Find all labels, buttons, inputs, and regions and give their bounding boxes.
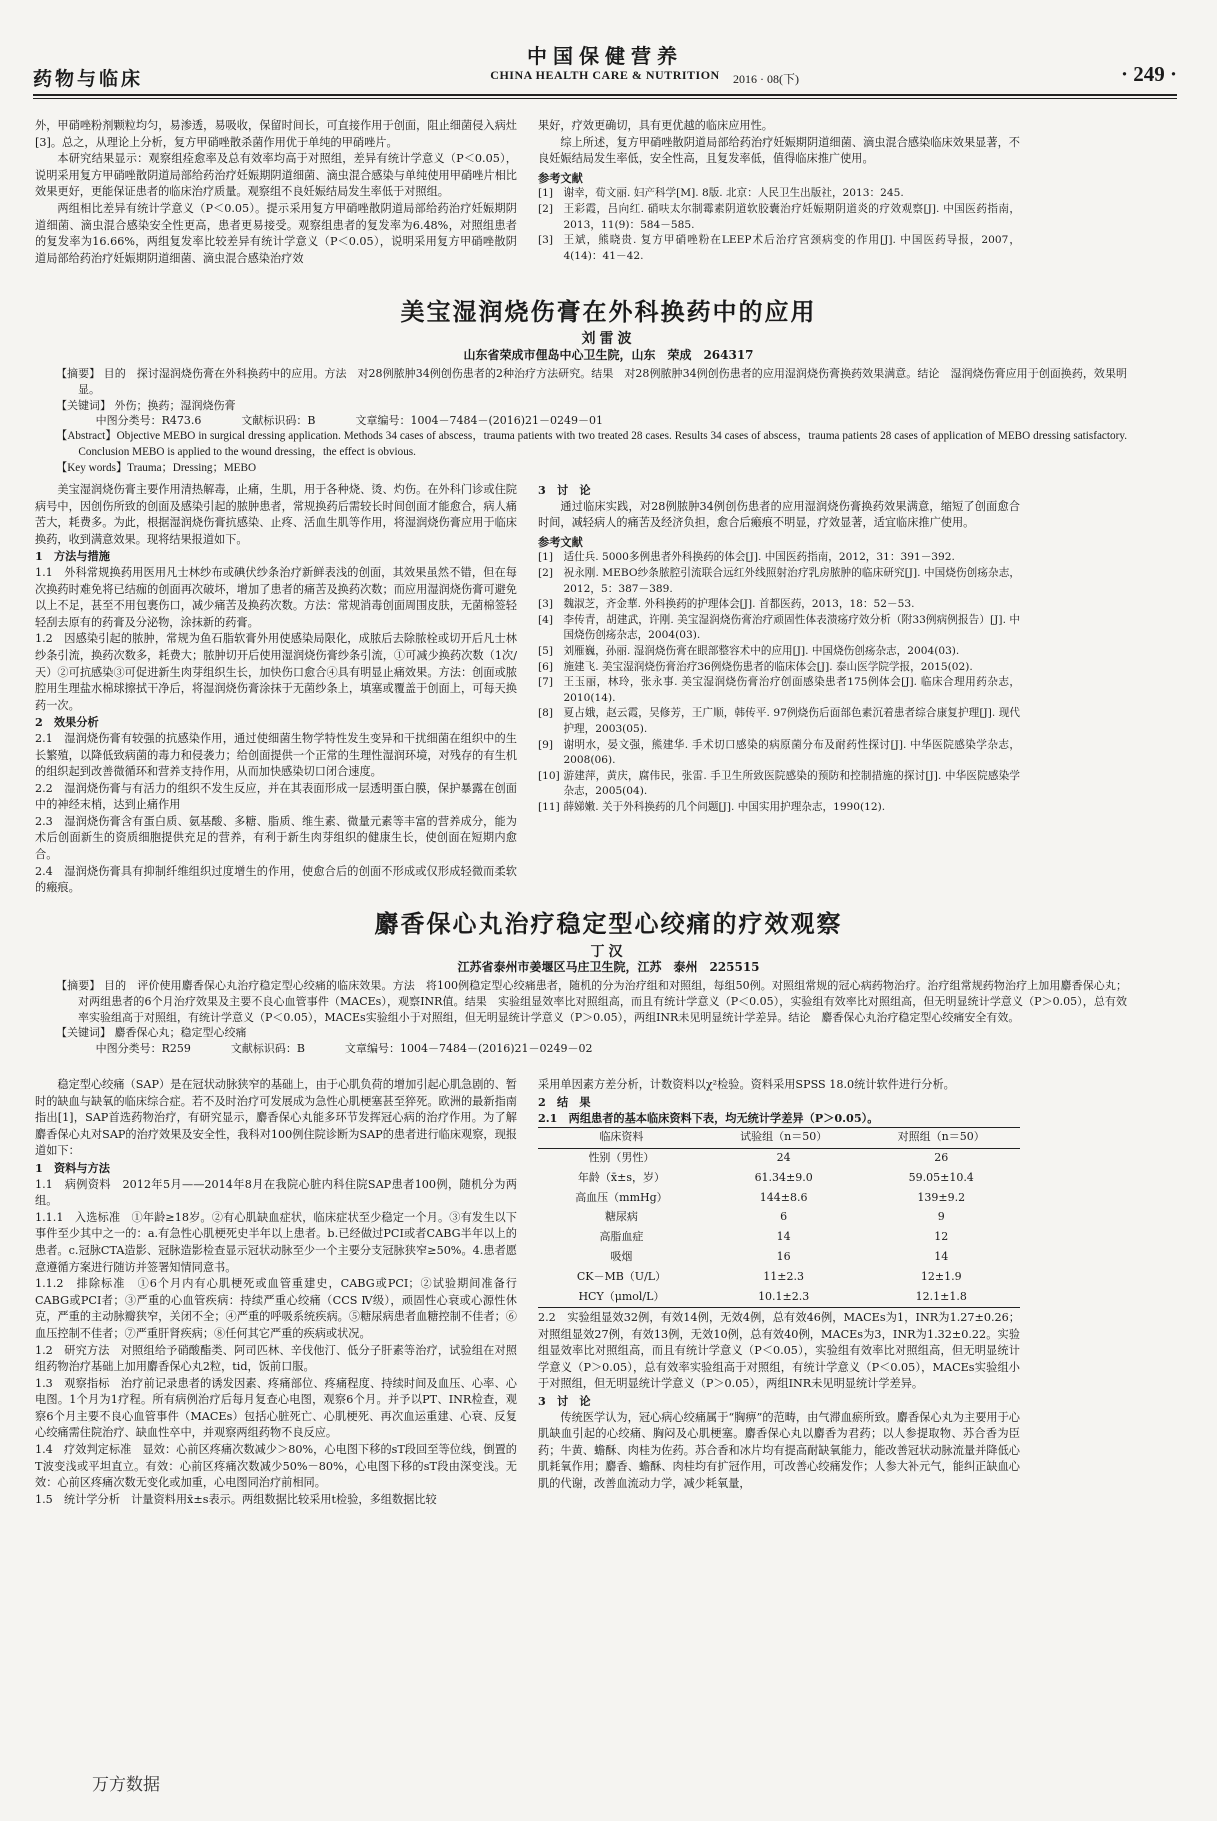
table-cell: 年龄（x̄±s，岁） (577, 1170, 665, 1184)
paragraph: 稳定型心绞痛（SAP）是在冠状动脉狭窄的基础上，由于心肌负荷的增加引起心肌急剧的、暂时的缺血与缺氧的临床综合症。若不及时治疗可发展成为急性心肌梗塞甚至猝死。欧洲的最新指南指出[1]，SAP首选药物治疗，有研究显示，麝香保心丸能多环节发挥冠心病的治疗作用。为了解麝香保心丸对SAP的治疗效果及安全性，我科对100例住院诊断为SAP的患者进行临床观察，现报道如下： (35, 1078, 517, 1158)
reference-item (538, 706, 1020, 737)
document-code: 文献标识码：B (241, 414, 316, 428)
reference-number: [6] (538, 660, 554, 673)
journal-title-cn: 中国保健营养 (527, 44, 683, 68)
table-cell: 24 (776, 1151, 791, 1165)
reference-number: [2] (538, 202, 554, 215)
classification-line (56, 1041, 1127, 1057)
table-cell: 26 (934, 1151, 949, 1165)
table-cell: 14 (934, 1250, 949, 1264)
table-row (538, 1168, 1020, 1188)
issue-info: 2016 · 08(下) (733, 72, 799, 86)
article2-left-column (35, 1077, 517, 1508)
table-cell: 14 (776, 1230, 791, 1244)
table-row (538, 1287, 1020, 1307)
header-rule-thin (33, 98, 1177, 99)
reference-item (538, 202, 1020, 233)
article1-right-column (538, 482, 1020, 815)
paragraph: 1.1 病例资料 2012年5月——2014年8月在我院心脏内科住院SAP患者100例，随机分为两组。 (35, 1177, 517, 1208)
reference-item (538, 597, 1020, 613)
article-title: 麝香保心丸治疗稳定型心绞痛的疗效观察 (374, 909, 843, 938)
table-header-cell: 对照组（n＝50） (897, 1130, 985, 1144)
page-header (33, 40, 1177, 88)
reference-number: [9] (538, 738, 554, 751)
table-cell: 12±1.9 (920, 1269, 962, 1283)
paragraph: 传统医学认为，冠心病心绞痛属于“胸痹”的范畴，由气滞血瘀所致。麝香保心丸为主要用于心肌缺血引起的心绞痛、胸闷及心肌梗塞。麝香保心丸以麝香为君药；以人参提取物、苏合香为臣药；牛黄、蟾酥、肉桂为佐药。苏合香和冰片均有提高耐缺氧能力，能改善冠状动脉流量并降低心肌耗氧作用；麝香、蟾酥、肉桂均有扩冠作用，可改善心绞痛发作；人参大补元气，能纠正缺血心肌的代谢，改善血流动力学，减少耗氧量， (538, 1410, 1020, 1490)
journal-title-en: CHINA HEALTH CARE & NUTRITION (490, 68, 720, 82)
reference-text: 王彩霞，吕向红. 硝呋太尔制霉素阴道软胶囊治疗妊娠期阴道炎的疗效观察[J]. 中国医药指南，2013，11(9)：584－585. (563, 202, 1020, 231)
table-cell: 61.34±9.0 (754, 1170, 813, 1184)
reference-item (538, 550, 1020, 566)
reference-item (538, 186, 1020, 202)
table-cell: 16 (776, 1250, 791, 1264)
paragraph: 综上所述，复方甲硝唑散阴道局部给药治疗妊娠期阴道细菌、滴虫混合感染临床效果显著，不良妊娠结局发生率低，安全性高，且复发率低，值得临床推广使用。 (538, 135, 1020, 166)
table-cell: 11±2.3 (763, 1269, 805, 1283)
reference-number: [7] (538, 676, 554, 689)
article-abstract-block (56, 978, 1127, 1057)
keywords-cn: 【关键词】 外伤；换药；湿润烧伤膏 (56, 398, 236, 412)
table-cell: 10.1±2.3 (758, 1289, 810, 1303)
table-header-row (538, 1127, 1020, 1148)
table-row (538, 1188, 1020, 1208)
reference-text: 王斌，熊晓贵. 复方甲硝唑粉在LEEP术后治疗宫颈病变的作用[J]. 中国医药导报，2007，4(14)：41－42. (563, 234, 1020, 262)
reference-item (538, 660, 1020, 676)
article-number: 文章编号：1004－7484－(2016)21－0249－01 (355, 414, 604, 428)
article1-left-column (35, 482, 517, 897)
abstract-cn: 【摘要】 目的 评价使用麝香保心丸治疗稳定型心绞痛的临床效果。方法 将100例稳定型心绞痛患者，随机的分为治疗组和对照组，每组50例。对照组常规的冠心病药物治疗。治疗组常规药物治疗上加用麝香保心丸；对两组患者的6个月治疗效果及主要不良心血管事件（MACEs），观察INR值。结果 实验组显效率比对照组高，而且有统计学意义（P＜0.05），实验组有效率比对照组高，但无明显统计学意义（P＞0.05），总有效率实验组高于对照组，有统计学意义（P＜0.05），MACEs实验组小于对照组，但无明显统计学意义（P＞0.05），两组INR未见明显统计学差异。结论 麝香保心丸治疗稳定型心绞痛安全有效。 (56, 979, 1127, 1024)
paragraph: 1.2 因感染引起的脓肿，常规为鱼石脂软膏外用使感染局限化，成脓后去除脓栓或切开后凡士林纱条引流，换药次数多，耗费大；脓肿切开后使用湿润烧伤膏纱条引流，①可减少换药次数（1次/天）②可抗感染③可促进新生肉芽组织生长，加快伤口愈合④具有明显止痛效果。方法：创面或脓腔用生理盐水棉球擦拭干净后，将湿润烧伤膏涂抹于无菌纱条上，填塞或覆盖于创面上，可每天换药一次。 (35, 632, 517, 712)
reference-item (538, 675, 1020, 706)
article-number: 文章编号：1004－7484－(2016)21－0249－02 (344, 1042, 593, 1056)
reference-text: 适仕兵. 5000多例患者外科换药的体会[J]. 中国医药指南，2012，31：391－392. (563, 551, 955, 564)
references-list (538, 550, 1020, 815)
paragraph: 1.1.2 排除标准 ①6个月内有心肌梗死或血管重建史，CABG或PCI；②试验期间准备行CABG或PCI者；③严重的心血管疾病：持续严重心绞痛（CCS Ⅳ级），顽固性心衰或心源性休克，严重的主动脉瓣狭窄，关闭不全；④严重的呼吸系统疾病。⑤糖尿病患者血糖控制不佳者；⑥血压控制不佳者；⑦严重肝肾疾病；⑧任何其它严重的疾病或状况。 (35, 1277, 517, 1340)
paragraph: 2.4 湿润烧伤膏具有抑制纤维组织过度增生的作用，使愈合后的创面不形成或仅形成轻微而柔软的瘢痕。 (35, 864, 517, 895)
document-code: 文献标识码：B (230, 1042, 305, 1056)
page-number: · 249 · (1120, 62, 1177, 86)
abstract-cn: 【摘要】 目的 探讨湿润烧伤膏在外科换药中的应用。方法 对28例脓肿34例创伤患者的2种治疗方法研究。结果 对28例脓肿34例创伤患者的应用湿润烧伤膏换药效果满意。结论 湿润烧伤膏应用于创面换药，效果明显。 (56, 367, 1127, 396)
classification-line (56, 413, 1127, 429)
paragraph: 美宝湿润烧伤膏主要作用清热解毒，止痛，生肌，用于各种烧、烫、灼伤。在外科门诊或住院病号中，因创伤所致的创面及感染引起的脓肿患者，常规换药后需较长时间创面才能愈合，病人痛苦大，耗费多。为此，根据湿润烧伤膏抗感染、止疼、活血生肌等作用，将湿润烧伤膏应用于临床换药，收到满意效果。现将结果报道如下。 (35, 483, 517, 546)
reference-item (538, 769, 1020, 800)
reference-item (538, 233, 1020, 264)
table-cell: 糖尿病 (604, 1210, 638, 1224)
references-heading: 参考文献 (538, 534, 583, 549)
table-cell: 性别（男性） (588, 1151, 655, 1165)
keywords-cn: 【关键词】 麝香保心丸；稳定型心绞痛 (56, 1026, 247, 1040)
section-heading: 2 效果分析 (35, 715, 99, 730)
prev-article-left (35, 118, 517, 267)
reference-text: 祝永刚. MEBO纱条脓腔引流联合远红外线照射治疗乳房脓肿的临床研究[J]. 中国烧伤创疡杂志，2012，5：387－389. (563, 566, 1020, 595)
paragraph: 1.1.1 入选标准 ①年龄≥18岁。②有心肌缺血症状，临床症状至少稳定一个月。③有发生以下事件至少其中之一的：a.有急性心肌梗死史半年以上患者。b.已经做过PCI或者CABG半年以上的患者。c.冠脉CTA造影、冠脉造影检查显示冠状动脉至少一个主要分支冠脉狭窄≥50%。4.患者愿意遵循方案进行随访并签署知情同意书。 (35, 1210, 517, 1274)
prev-article-right (538, 118, 1020, 264)
reference-number: [3] (538, 234, 554, 247)
table-caption: 2.1 两组患者的基本临床资料下表，均无统计学差异（P＞0.05）。 (538, 1111, 879, 1126)
table-cell: 吸烟 (610, 1250, 633, 1264)
section-heading: 3 讨 论 (538, 483, 591, 497)
reference-item (538, 800, 1020, 816)
table-row (538, 1267, 1020, 1287)
footer-watermark: 万方数据 (92, 1775, 160, 1795)
table-cell: 6 (780, 1210, 788, 1224)
paragraph: 1.1 外科常规换药用医用凡士林纱布或碘伏纱条治疗新鲜表浅的创面，其效果虽然不错，但在每次换药时难免将已结痂的创面再次破坏，增加了患者的痛苦及换药次数；而应用湿润烧伤膏可避免以上不足，甚至不用包裹伤口，减少痛苦及换药次数。方法：常规消毒创面周围皮肤，无菌棉签轻轻刮去原有的药膏及分泌物，涂抹新的药膏。 (35, 565, 517, 629)
references-heading: 参考文献 (538, 170, 583, 185)
paragraph: 1.4 疗效判定标准 显效：心前区疼痛次数减少＞80%，心电图下移的sT段回至等位线，倒置的T波变浅或平坦直立。有效：心前区疼痛次数减少50%－80%，心电图下移的sT段由深变浅。无效：心前区疼痛次数无变化或加重，心电图同治疗前相同。 (35, 1443, 517, 1490)
paragraph: 1.3 观察指标 治疗前记录患者的诱发因素、疼痛部位、疼痛程度、持续时间及血压、心率、心电图。1个月为1疗程。所有病例治疗后每月复查心电图，观察6个月。并予以PT、INR检查，观察6个月主要不良心血管事件（MACEs）包括心脏死亡、心肌梗死、再次血运重建、心衰、反复心绞痛需住院治疗、缺血性卒中，并观察两组药物不良反应。 (35, 1376, 517, 1440)
article-author: 丁汉 (590, 944, 627, 960)
table-row (538, 1208, 1020, 1228)
table-cell: 12 (934, 1230, 949, 1244)
table-body (538, 1148, 1020, 1307)
article2-right-column (538, 1077, 1020, 1492)
paragraph: 果好，疗效更确切，具有更优越的临床应用性。 (538, 119, 773, 132)
reference-text: 王玉丽，林玲，张永事. 美宝湿润烧伤膏治疗创面感染患者175例体会[J]. 临床合理用药杂志，2010(14). (563, 676, 1020, 704)
section-heading: 3 讨 论 (538, 1393, 591, 1408)
reference-text: 刘雁巍，孙丽. 湿润烧伤膏在眼部整容术中的应用[J]. 中国烧伤创疡杂志，2004(03). (563, 644, 960, 657)
reference-number: [8] (538, 707, 554, 720)
table-row (538, 1248, 1020, 1268)
reference-text: 施建飞. 美宝湿润烧伤膏治疗36例烧伤患者的临床体会[J]. 泰山医学院学报，2015(02). (563, 660, 973, 673)
article-title: 美宝湿润烧伤膏在外科换药中的应用 (400, 297, 817, 326)
table-cell: 12.1±1.8 (915, 1289, 967, 1303)
article-author: 刘雷波 (581, 331, 636, 347)
reference-item (538, 613, 1020, 644)
reference-text: 谢明水，晏文强，熊建华. 手术切口感染的病原菌分布及耐药性探讨[J]. 中华医院感染学杂志，2008(06). (563, 738, 1020, 767)
reference-text: 游建萍，黄庆，腐伟民，张雷. 手卫生所致医院感染的预防和控制措施的探讨[J]. 中华医院感染学杂志，2005(04). (563, 769, 1020, 798)
paragraph: 1.5 统计学分析 计量资料用x̄±s表示。两组数据比较采用t检验，多组数据比较 (35, 1492, 437, 1506)
reference-text: 夏占娥，赵云霞，吴修芳，王广顺，韩传平. 97例烧伤后面部色素沉着患者综合康复护理[J]. 现代护理，2003(05). (563, 707, 1020, 735)
reference-text: 谢幸，荀文丽. 妇产科学[M]. 8版. 北京：人民卫生出版社，2013：245. (563, 187, 904, 200)
reference-number: [1] (538, 551, 554, 564)
section-name: 药物与临床 (33, 68, 144, 90)
table-row (538, 1228, 1020, 1248)
table-cell: 高脂血症 (599, 1230, 644, 1244)
table-cell: 9 (937, 1210, 945, 1224)
references-list (538, 186, 1020, 264)
table-header-cell: 临床资料 (599, 1130, 644, 1144)
paragraph: 本研究结果显示：观察组痊愈率及总有效率均高于对照组，差异有统计学意义（P＜0.05），说明采用复方甲硝唑散阴道局部给药治疗妊娠期阴道细菌、滴虫混合感染与单纯使用甲硝唑片相比效果更好，更能保证患者的临床治疗质量。观察组不良妊娠结局发生率低于对照组。 (35, 152, 517, 199)
reference-text: 魏淑芝，齐金華. 外科换药的护理体会[J]. 首都医药，2013，18：52－53. (563, 598, 915, 611)
article-abstract-block (56, 366, 1127, 477)
header-rule (33, 94, 1177, 96)
clc-number: 中图分类号：R259 (95, 1042, 191, 1056)
article-affiliation: 江苏省泰州市姜堰区马庄卫生院，江苏 泰州 225515 (457, 960, 760, 974)
results-heading: 2 结 果 (538, 1094, 591, 1109)
reference-item (538, 566, 1020, 597)
paragraph: 2.3 湿润烧伤膏含有蛋白质、氨基酸、多糖、脂质、维生素、微量元素等丰富的营养成分，能为术后创面新生的资质细胞提供充足的营养，有利于新生肉芽组织的健康生长，使创面在短期内愈合。 (35, 814, 517, 862)
reference-item (538, 644, 1020, 660)
table-cell: 高血压（mmHg） (575, 1190, 668, 1204)
table-cell: 144±8.6 (759, 1190, 808, 1204)
keywords-en: 【Key words】Trauma；Dressing；MEBO (56, 461, 257, 474)
reference-number: [11] (538, 800, 560, 813)
reference-number: [10] (538, 769, 560, 782)
paragraph: 两组相比差异有统计学意义（P＜0.05）。提示采用复方甲硝唑散阴道局部给药治疗妊娠期阴道细菌、滴虫混合感染安全性更高，患者更易接受。观察组患者的复发率为6.48%，对照组患者的复发率为16.66%，两组复发率比较差异有统计学意义（P＜0.05），说明采用复方甲硝唑散阴道局部给药治疗妊娠期阴道细菌、滴虫混合感染治疗效 (35, 201, 517, 265)
section-heading: 1 资料与方法 (35, 1160, 110, 1175)
section-heading: 1 方法与措施 (35, 549, 110, 564)
table-cell: 59.05±10.4 (908, 1170, 974, 1184)
clc-number: 中图分类号：R473.6 (95, 414, 202, 428)
baseline-table (538, 1127, 1020, 1308)
table-row (538, 1148, 1020, 1168)
reference-number: [3] (538, 598, 554, 611)
reference-number: [1] (538, 187, 554, 200)
paragraph: 2.1 湿润烧伤膏有较强的抗感染作用，通过使细菌生物学特性发生变异和干扰细菌在组织中的生长繁殖，以降低致病菌的毒力和侵袭力；给创面提供一个正常的生理性湿润环境，对残存的有生机的组织起到改善微循环和营养支持作用，从而加快感染切口闭合速度。 (35, 731, 517, 779)
paragraph: 采用单因素方差分析，计数资料以χ²检验。资料采用SPSS 18.0统计软件进行分析。 (538, 1078, 955, 1091)
reference-number: [4] (538, 613, 554, 626)
article-affiliation: 山东省荣成市俚岛中心卫生院，山东 荣成 264317 (463, 348, 754, 362)
article1-discussion (538, 482, 1020, 532)
paragraph: 通过临床实践，对28例脓肿34例创伤患者的应用湿润烧伤膏换药效果满意，缩短了创面愈合时间，减轻病人的痛苦及经济负担，愈合后瘢痕不明显，疗效显著，适宜临床推广使用。 (538, 499, 1020, 530)
paragraph: 外，甲硝唑粉剂颗粒均匀，易渗透，易吸收，保留时间长，可直接作用于创面，阻止细菌侵入病灶[3]。总之，从理论上分析，复方甲硝唑散杀菌作用优于单纯的甲硝唑片。 (35, 119, 517, 149)
reference-number: [2] (538, 566, 554, 579)
paragraph: 1.2 研究方法 对照组给予硝酸酯类、阿司匹林、辛伐他汀、低分子肝素等治疗，试验组在对照组药物治疗基础上加用麝香保心丸2粒，tid，饭前口服。 (35, 1343, 517, 1374)
table-cell: CK－MB（U/L） (576, 1269, 667, 1283)
table-header-cell: 试验组（n＝50） (740, 1130, 828, 1144)
reference-text: 李传青，胡建武，许刚. 美宝湿润烧伤膏治疗顽固性体表溃疡疗效分析（附33例病例报告）[J]. 中国烧伤创疡杂志，2004(03). (563, 613, 1020, 642)
table-cell: HCY（μmol/L） (578, 1289, 665, 1303)
reference-text: 薛娣嫩. 关于外科换药的几个问题[J]. 中国实用护理杂志，1990(12). (563, 800, 886, 813)
reference-number: [5] (538, 644, 554, 657)
paragraph: 2.2 湿润烧伤膏与有活力的组织不发生反应，并在其表面形成一层透明蛋白膜，保护暴露在创面中的神经末梢，达到止痛作用 (35, 781, 517, 812)
paragraph: 2.2 实验组显效32例，有效14例，无效4例，总有效46例，MACEs为1，INR为1.27±0.26；对照组显效27例，有效13例，无效10例，总有效40例，MACEs为3，INR为1.32±0.22。实验组显效率比对照组高，而且有统计学意义（P＜0.05），实验组有效率比对照组高，但无明显统计学意义（P＞0.05），总有效率实验组高于对照组，有统计学意义（P＜0.05），MACEs实验组小于对照组，但无明显统计学意义（P＞0.05），两组INR未见明显统计学差异。 (538, 1310, 1020, 1391)
reference-item (538, 738, 1020, 769)
article2-results-discussion (538, 1310, 1020, 1493)
table-cell: 139±9.2 (917, 1190, 966, 1204)
abstract-en: 【Abstract】Objective MEBO in surgical dressing application. Methods 34 cases of abscess，trauma patients with two treated 28 cases. Results 34 cases of abscess，trauma patients 28 cases of application of MEBO dressing satisfactory. Conclusion MEBO is applied to the wound dressing，the effect is obvious. (56, 430, 1127, 458)
